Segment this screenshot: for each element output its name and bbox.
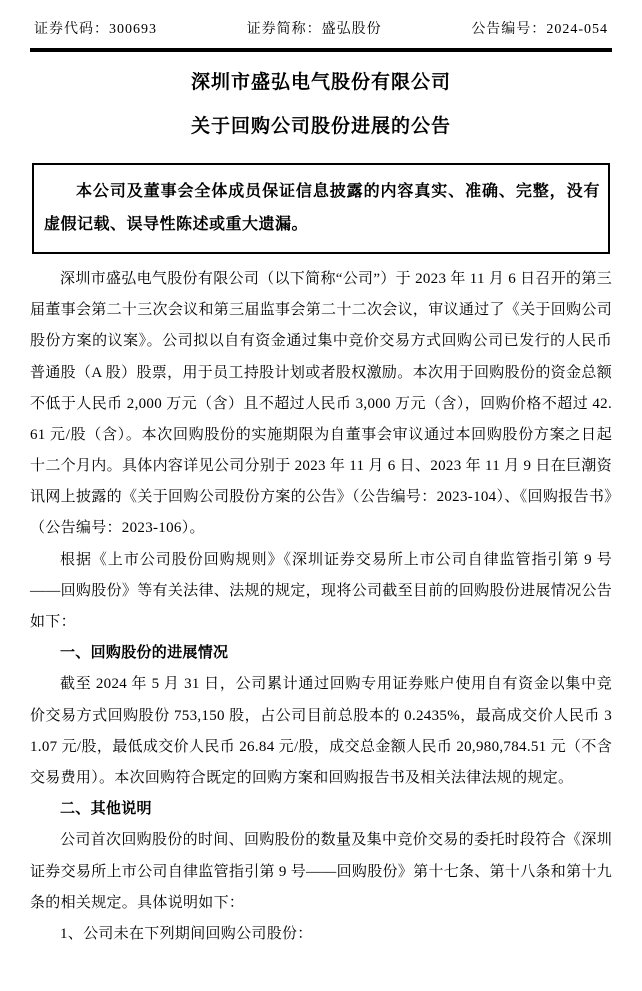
paragraph: 公司首次回购股份的时间、回购股份的数量及集中竞价交易的委托时段符合《深圳证券交易所上市公司自律监管指引第 9 号——回购股份》第十七条、第十八条和第十九条的相关规定。具体说明如下： xyxy=(30,832,613,911)
document-header xyxy=(30,12,612,48)
stock-name-value: 盛弘股份 xyxy=(321,22,382,37)
document-body xyxy=(30,264,612,950)
company-title: 深圳市盛弘电气股份有限公司 xyxy=(190,72,451,93)
announcement-number-value: 2024-054 xyxy=(546,22,608,37)
announcement-number xyxy=(471,18,608,38)
section-heading: 二、其他说明 xyxy=(60,801,152,818)
stock-code xyxy=(34,18,157,38)
paragraph: 1、公司未在下列期间回购公司股份： xyxy=(60,925,313,942)
statement-text: 本公司及董事会全体成员保证信息披露的内容真实、准确、完整，没有虚假记载、误导性陈述或重大遗漏。 xyxy=(44,182,600,234)
paragraph: 根据《上市公司股份回购规则》《深圳证券交易所上市公司自律监管指引第 9 号——回购股份》等有关法律、法规的规定，现将公司截至目前的回购股份进展情况公告如下： xyxy=(30,551,612,631)
paragraph: 深圳市盛弘电气股份有限公司（以下简称“公司”）于 2023 年 11 月 6 日召开的第三届董事会第二十三次会议和第三届监事会第二十二次会议，审议通过了《关于回购公司股份方案的议案》。公司拟以自有资金通过集中竞价交易方式回购公司已发行的人民币普通股（A 股）股票，用于员工持股计划或者股权激励。本次用于回购股份的资金总额不低于人民币 2,000 万元（含）且不超过人民币 3,000 万元（含），回购价格不超过 42.61 元/股（含）。本次回购股份的实施期限为自董事会审议通过本回购股份方案之日起十二个月内。具体内容详见公司分别于 2023 年 11 月 6 日、2023 年 11 月 9 日在巨潮资讯网上披露的《关于回购公司股份方案的公告》（公告编号：2023-104）、《回购报告书》（公告编号：2023-106）。 xyxy=(30,270,612,537)
announcement-number-label: 公告编号： xyxy=(471,22,547,37)
announcement-title: 关于回购公司股份进展的公告 xyxy=(190,116,451,138)
paragraph: 截至 2024 年 5 月 31 日，公司累计通过回购专用证券账户使用自有资金以集中竞价交易方式回购股份 753,150 股，占公司目前总股本的 0.2435%，最高成交价人民币 31.07 元/股，最低成交价人民币 26.84 元/股，成交总金额人民币 20,980,784.51 元（不含交易费用）。本次回购符合既定的回购方案和回购报告书及相关法律法规的规定。 xyxy=(30,676,612,786)
header-divider xyxy=(30,48,612,52)
stock-code-value: 300693 xyxy=(109,22,157,37)
section-heading: 一、回购股份的进展情况 xyxy=(60,645,229,662)
stock-name xyxy=(247,18,382,38)
stock-code-label: 证券代码： xyxy=(34,22,109,37)
statement-box xyxy=(32,163,610,254)
stock-name-label: 证券简称： xyxy=(246,22,322,37)
